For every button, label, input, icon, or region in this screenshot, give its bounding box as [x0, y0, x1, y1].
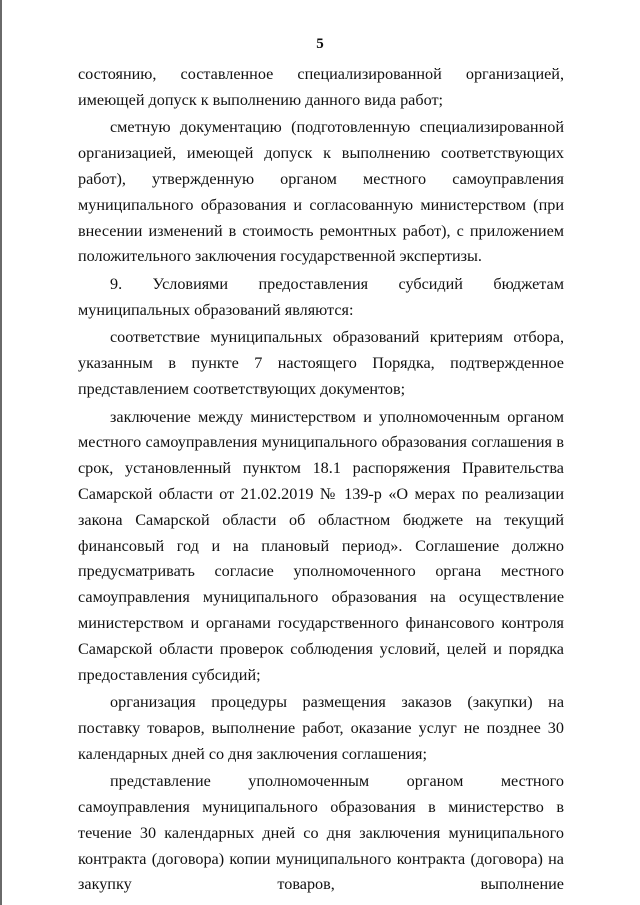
paragraph-estimate-documentation: сметную документацию (подготовленную специализированной организацией, имеющей допуск к выполнению соответствующих работ), утвержденную органом местного самоуправления муниципального образования и согласованную министерством (при внесении изменений в стоимость ремонтных работ), с приложением положительного заключения государственной экспертизы.: [78, 118, 564, 266]
paragraph-criteria-compliance: соответствие муниципальных образований критериям отбора, указанным в пункте 7 настоящего Порядка, подтвержденное представлением соответствующих документов;: [78, 328, 564, 398]
page-number: 5: [316, 36, 324, 52]
paragraph-contract-submission: представление уполномоченным органом местного самоуправления муниципального образования в министерство в течение 30 календарных дней со дня заключения муниципального контракта (договора) копии муниципального контракта (договора) на закупку товаров, выполнение: [78, 772, 564, 894]
paragraph-procurement: организация процедуры размещения заказов (закупки) на поставку товаров, выполнение работ, оказание услуг не позднее 30 календарных дней со дня заключения соглашения;: [78, 693, 564, 763]
scan-left-edge: [0, 0, 2, 905]
paragraph-clause-9: 9. Условиями предоставления субсидий бюджетам муниципальных образований являются:: [78, 274, 564, 319]
paragraph-agreement: заключение между министерством и уполномоченным органом местного самоуправления муниципального образования соглашения в срок, установленный пунктом 18.1 распоряжения Правительства Самарской области от 21.02.2019 № 139-р «О мерах по реализации закона Самарской области об областном бюджете на текущий финансовый год и на плановый период». Соглашение должно предусматривать согласие уполномоченного органа местного самоуправления муниципального образования на осуществление министерством и органами государственного финансового контроля Самарской области проверок соблюдения условий, целей и порядка предоставления субсидий;: [78, 407, 564, 684]
document-body: [78, 62, 564, 898]
paragraph-continuation: состоянию, составленное специализированной организацией, имеющей допуск к выполнению данного вида работ;: [78, 65, 564, 109]
